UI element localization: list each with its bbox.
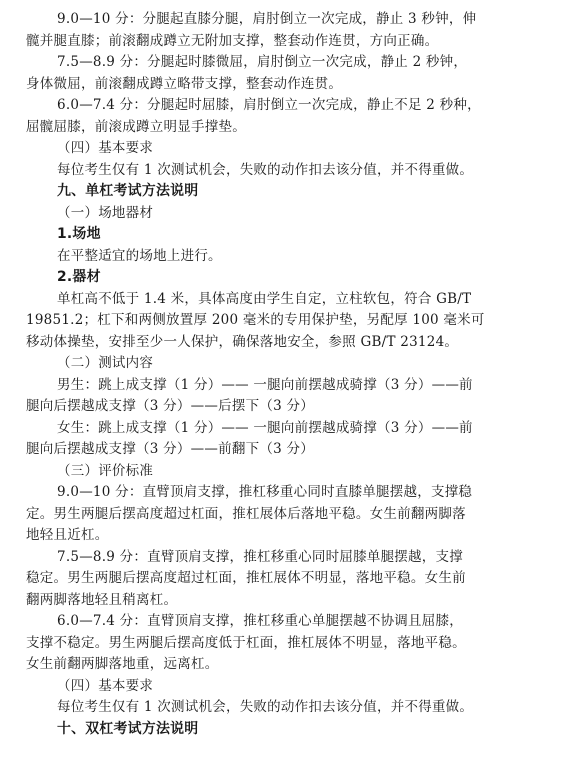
text-line: 女生前翻两脚落地重，远离杠。 xyxy=(26,656,219,672)
text-line: 腿向后摆越成支撑（3 分）——后摆下（3 分） xyxy=(26,398,314,414)
section-heading: （四）基本要求 xyxy=(57,678,154,694)
text-line: 在平整适宜的场地上进行。 xyxy=(57,248,222,264)
text-line: 每位考生仅有 1 次测试机会，失败的动作扣去该分值，并不得重做。 xyxy=(57,162,474,178)
text-line: 7.5—8.9 分：直臂顶肩支撑，推杠移重心同时屈膝单腿摆越，支撑 xyxy=(57,549,463,565)
section-heading: （二）测试内容 xyxy=(57,355,154,371)
text-line: 移动体操垫，安排至少一人保护，确保落地安全，参照 GB/T 23124。 xyxy=(26,334,459,350)
text-line: 女生：跳上成支撑（1 分）—— 一腿向前摆越成骑撑（3 分）——前 xyxy=(57,420,473,436)
subsection-heading: 1.场地 xyxy=(57,226,101,242)
text-line: 身体微屈，前滚翻成蹲立略带支撑，整套动作连贯。 xyxy=(26,76,343,92)
text-line: 7.5—8.9 分：分腿起时膝微屈，肩肘倒立一次完成，静止 2 秒钟， xyxy=(57,54,468,70)
text-line: 每位考生仅有 1 次测试机会，失败的动作扣去该分值，并不得重做。 xyxy=(57,699,474,715)
text-line: 支撑不稳定。男生两腿后摆高度低于杠面，推杠展体不明显，落地平稳。 xyxy=(26,635,466,651)
section-heading: （四）基本要求 xyxy=(57,140,154,156)
section-heading: （一）场地器材 xyxy=(57,205,154,221)
text-line: 19851.2；杠下和两侧放置厚 200 毫米的专用保护垫，另配厚 100 毫米可 xyxy=(26,312,485,328)
text-line: 翻两脚落地轻且稍离杠。 xyxy=(26,592,178,608)
section-heading: （三）评价标准 xyxy=(57,463,154,479)
subsection-heading: 2.器材 xyxy=(57,269,101,285)
text-line: 腿向后摆越成支撑（3 分）——前翻下（3 分） xyxy=(26,441,314,457)
text-line: 屈髋屈膝，前滚成蹲立明显手撑垫。 xyxy=(26,119,246,135)
text-line: 稳定。男生两腿后摆高度超过杠面，推杠展体不明显，落地平稳。女生前 xyxy=(26,570,466,586)
text-line: 6.0—7.4 分：分腿起时屈膝，肩肘倒立一次完成，静止不足 2 秒种， xyxy=(57,97,481,113)
text-line: 男生：跳上成支撑（1 分）—— 一腿向前摆越成骑撑（3 分）——前 xyxy=(57,377,473,393)
text-line: 单杠高不低于 1.4 米，具体高度由学生自定，立柱软包，符合 GB/T xyxy=(57,291,472,307)
text-line: 9.0—10 分：直臂顶肩支撑，推杠移重心同时直膝单腿摆越，支撑稳 xyxy=(57,484,473,500)
text-line: 6.0—7.4 分：直臂顶肩支撑，推杠移重心单腿摆越不协调且屈膝， xyxy=(57,613,463,629)
chapter-heading: 九、单杠考试方法说明 xyxy=(57,183,199,199)
text-line: 地轻且近杠。 xyxy=(26,527,109,543)
text-line: 定。男生两腿后摆高度超过杠面，推杠展体后落地平稳。女生前翻两脚落 xyxy=(26,506,466,522)
text-line: 9.0—10 分：分腿起直膝分腿，肩肘倒立一次完成，静止 3 秒钟，伸 xyxy=(57,11,477,27)
chapter-heading: 十、双杠考试方法说明 xyxy=(57,721,199,737)
text-line: 髋并腿直膝；前滚翻成蹲立无附加支撑，整套动作连贯，方向正确。 xyxy=(26,33,439,49)
